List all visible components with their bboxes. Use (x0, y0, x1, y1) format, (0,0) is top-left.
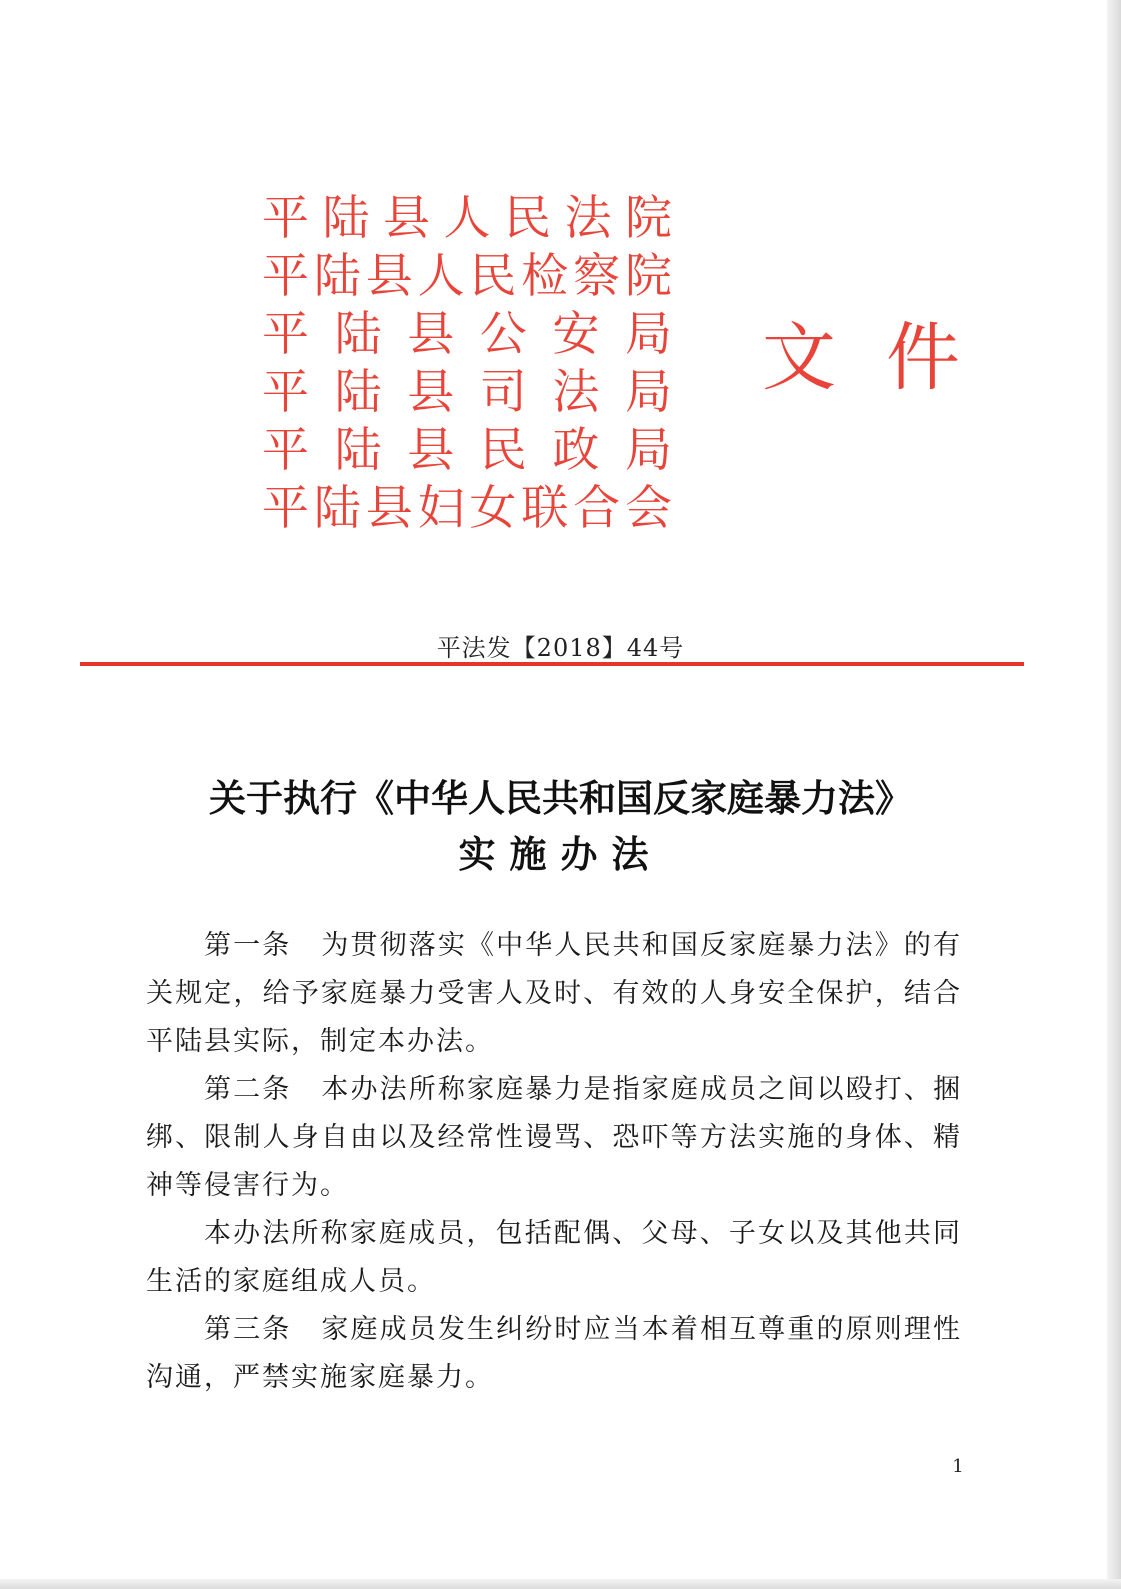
article-text: 本办法所称家庭暴力是指家庭成员之间以殴打、捆绑、限制人身自由以及经常性谩骂、恐吓等方法实施的身体、精神等侵害行为。 (146, 1074, 962, 1201)
article-1 (146, 922, 962, 1066)
article-number: 第二条 (204, 1074, 292, 1105)
issuer-court: 平陆县人民法院 (262, 191, 672, 246)
page-edge-shadow-bottom (0, 1579, 1121, 1589)
issuing-authorities (262, 190, 672, 538)
issuer-womens-federation: 平陆县妇女联合会 (262, 481, 672, 536)
article-number: 第三条 (204, 1314, 292, 1345)
issuer-procuratorate: 平陆县人民检察院 (262, 249, 672, 304)
page-number: 1 (952, 1456, 964, 1477)
article-2 (146, 1066, 962, 1210)
document-number: 平法发【2018】44号 (436, 634, 685, 662)
red-divider-line (80, 662, 1024, 666)
article-2-paragraph-2 (146, 1210, 962, 1306)
issuer-civil-affairs: 平陆县民政局 (262, 423, 672, 478)
document-title (0, 772, 1121, 884)
title-line-2: 实施办法 (458, 833, 663, 876)
document-label: 文件 (762, 315, 960, 401)
issuer-justice-bureau: 平陆县司法局 (262, 365, 672, 420)
issuer-public-security: 平陆县公安局 (262, 307, 672, 362)
article-3 (146, 1306, 962, 1402)
article-text: 家庭成员发生纠纷时应当本着相互尊重的原则理性沟通，严禁实施家庭暴力。 (146, 1314, 962, 1393)
document-body (146, 922, 962, 1402)
article-number: 第一条 (204, 930, 292, 961)
article-text: 本办法所称家庭成员，包括配偶、父母、子女以及其他共同生活的家庭组成人员。 (146, 1218, 962, 1297)
article-text: 为贯彻落实《中华人民共和国反家庭暴力法》的有关规定，给予家庭暴力受害人及时、有效的人身安全保护，结合平陆县实际，制定本办法。 (146, 930, 962, 1057)
title-line-1: 关于执行《中华人民共和国反家庭暴力法》 (209, 777, 912, 820)
